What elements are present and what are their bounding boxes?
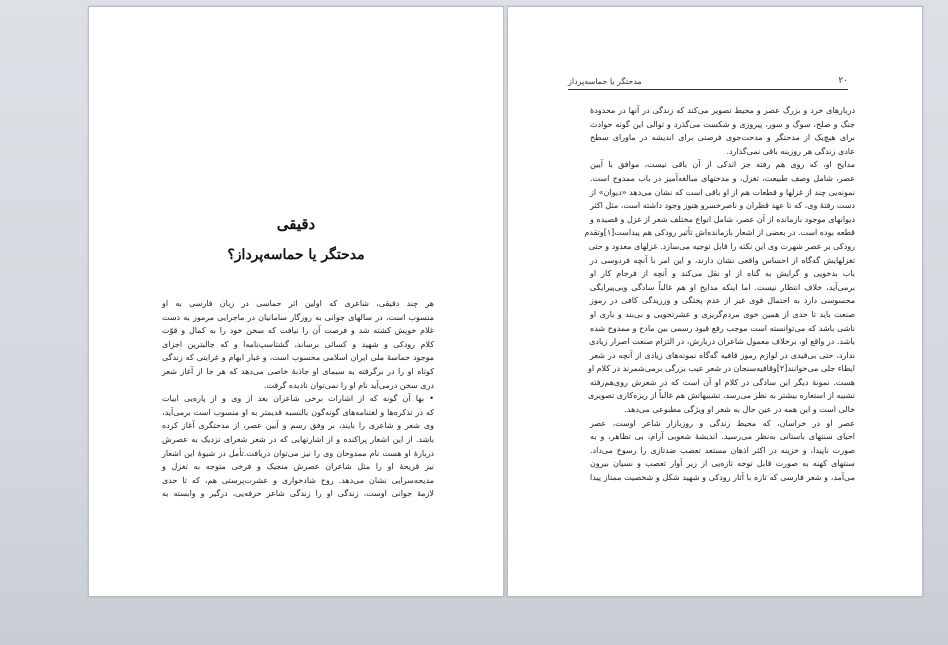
text-line: می‌آمد، و شعر فارسی که تازه با آثار رودکی و شهید شکل و شخصیت ممتاز پیدا	[590, 473, 855, 483]
text-line: خالی است و این همه در عین حال به شعر او ویژگی مطبوعی می‌دهد.	[624, 405, 855, 415]
text-line: دربارهای خرد و بزرگ عصر و محیط تصویر می‌کند که زندگی در آنها در محدودهٔ	[590, 106, 855, 115]
right-page-body	[584, 104, 855, 485]
text-line: کلام رودکی و شهید و کسائی برساند، گشتاسپ‌نامه‌ا و که جالبترین اجزای	[162, 339, 434, 349]
text-line: • بها آن گونه که از اشارات برخی شاعران بعد از وی و از پاره‌یی ابیات	[162, 394, 434, 404]
text-line: قطعه بوده است. در بعضی از اشعار بازمانده‌اش تأثیر رودکی هم پیداست[۱]وتقدم	[584, 228, 855, 238]
text-line: مدایح او، که روی هم رفته جز اندکی از آن باقی نیست، موافق با آیین	[590, 160, 855, 170]
page-number: ۲۰	[838, 76, 848, 86]
chapter-subtitle: مدحتگر یا حماسه‌پرداز؟	[227, 247, 365, 263]
text-line: تغزلهایش گه‌گاه از احساس واقعی نشان دارند، و این امر با آنچه فردوسی در	[590, 255, 855, 265]
text-line: که در تذکره‌ها و لغتنامه‌های گونه‌گون بالنسبه قدیمتر به او منسوب است برمی‌آید،	[162, 407, 434, 417]
text-line: لازمهٔ جوانی اوست، زندگی او را زندگی شاعر حرفه‌یی، درگیر و وابسته به	[162, 489, 434, 499]
chapter-title: دقیقی	[276, 215, 316, 233]
text-line: باشد. در واقع او، برخلاف معمول شاعران دربارش، در التزام صنعت اصرار زیادی	[589, 337, 855, 347]
text-line: تشبیه از استعاره بیشتر به نظر می‌رسد، تشبیهاتش هم غالباً از ریزه‌کاری تصویری	[588, 391, 855, 401]
text-line: کوتاه او را در برگرفته به سیمای او جاذبهٔ خاصی می‌دهد که هر جا از آغاز شعر	[162, 366, 434, 376]
text-line: صورت ناپیدا، و خزینه در اکثر اذهان مستعد تعصب ضدتازی را رسوخ می‌داد.	[590, 445, 855, 455]
text-line: منسوب است، در سالهای جوانی به روزگار سامانیان در ماجرایی مرموز به دست	[162, 312, 434, 322]
text-line: جنگ و صلح، سوگ و سور، پیروزی و شکست می‌گذرد و توالی این گونه حوادث	[590, 119, 855, 129]
page-left	[88, 6, 504, 597]
text-line: باشد. از این اشعار پراکنده و از اشارتهایی که در شعر شعرای نزدیک به عصرش	[162, 434, 434, 444]
text-line: دری سخن درمی‌آید نام او را نمی‌توان نادیده گرفت.	[263, 380, 434, 390]
text-line: وی شعر و شاعری را بایند، بر وفق رسم و آیین عصر، از مدحتگری آغاز کرده	[162, 421, 434, 431]
text-line: نمونه‌یی چند از غزلها و قطعات هم از او باقی است که نشان می‌دهد «دیوان» از	[590, 187, 855, 197]
text-line: باب بدخویی و گرایش به گناه از او نقل می‌کند و آنچه از فرجام کار او	[590, 269, 855, 279]
text-line: دست رفتهٔ وی، که تا عهد قطران و ناصرخسرو هنوز وجود داشته است، مثل اکثر	[590, 201, 855, 211]
running-header	[568, 75, 848, 90]
running-header-title: مدحتگر یا حماسه‌پرداز	[568, 77, 642, 86]
text-line: ایطاء جلی می‌خوانند[۲]وقافیه‌سنجان در شعر عیب بزرگی برمی‌شمرند در کلام او	[587, 364, 855, 374]
text-line: هست. نمونهٔ دیگر این سادگی در کلام او آن است که در شعرش روی‌هم‌رفته	[590, 377, 855, 387]
text-line: محسوسی دارد به احتمال قوی غیر از عدم پختگی و ورزیدگی کافی در رموز	[590, 296, 855, 306]
text-line: موجود حماسهٔ ملی ایران اسلامی محسوب است، و غبار ابهام و غرابتی که زندگی	[162, 353, 434, 363]
text-line: احیای سنتهای باستانی به‌نظر می‌رسید. اندیشهٔ شعوبی آرام، بی تظاهر، و به	[590, 432, 855, 442]
text-line: مدیحه‌سرایی نشان می‌دهد. روح شادخواری و عشرت‌پرستی هم، که تا حدی	[162, 475, 434, 485]
text-line: صنعت باید تا حدی از همین خوی مردم‌گریزی و عشرتجویی و بی‌بند و باری او	[590, 309, 855, 319]
text-line: دربارهٔ او هست نام ممدوحان وی را نیز می‌توان دریافت.تأمل در شیوهٔ این اشعار	[162, 448, 434, 458]
text-line: ناشی باشد که می‌توانسته است موجب رفع قیود رسمی بین مادح و ممدوح شده	[590, 323, 855, 333]
text-line: ندارد، حتی بی‌قیدی در لوازم رموز قافیه گه‌گاه نمونه‌های زیادی از آنچه در شعر	[590, 350, 855, 360]
left-page-body	[162, 297, 434, 501]
text-line: رودکی بر عصر شهرت وی این نکته را قابل توجیه می‌سازد. غزلهای معدود و حتی	[588, 241, 855, 251]
text-line: برمی‌آید، خلاف انتظار نیست. اما اینکه مدایح او هم غالباً سادگی وبی‌پیرایگی	[590, 282, 855, 292]
text-line: برای هیچ‌یک از مدحتگر و مدحت‌جوی فرصتی برای اندیشه در ماورای سطح	[590, 133, 855, 143]
text-line: دیوانهای موجود بازمانده از آن عصر، شامل انواع مختلف شعر از غزل و قصیده و	[590, 214, 855, 224]
text-line: هر چند دقیقی، شاعری که اولین اثر حماسی در زبان فارسی به او	[162, 299, 434, 308]
text-line: عصر او در خراسان، که محیط زندگی و روزبازار شاعر اوست، عصر	[590, 418, 855, 428]
text-line: عصر، شامل وصف طبیعت، تغزل، و مدحتهای مبالغه‌آمیز در باب ممدوح است.	[590, 173, 855, 183]
text-line: غلام خویش کشته شد و فرصت آن را نیافت که سخن خود را به کمال و قوّت	[162, 326, 434, 336]
page-right	[507, 6, 923, 597]
text-line: سنتهای کهنه به صورت قابل توجه تازه‌یی از زیر آوار تعصب و نسیان بیرون	[590, 459, 855, 469]
text-line: عادی زندگی هر روزینه باقی نمی‌گذارد.	[726, 146, 855, 156]
text-line: نیز قریحهٔ او را مثل شاعران عصرش منجیک و فرخی متوجه به تغزل و	[162, 462, 434, 472]
